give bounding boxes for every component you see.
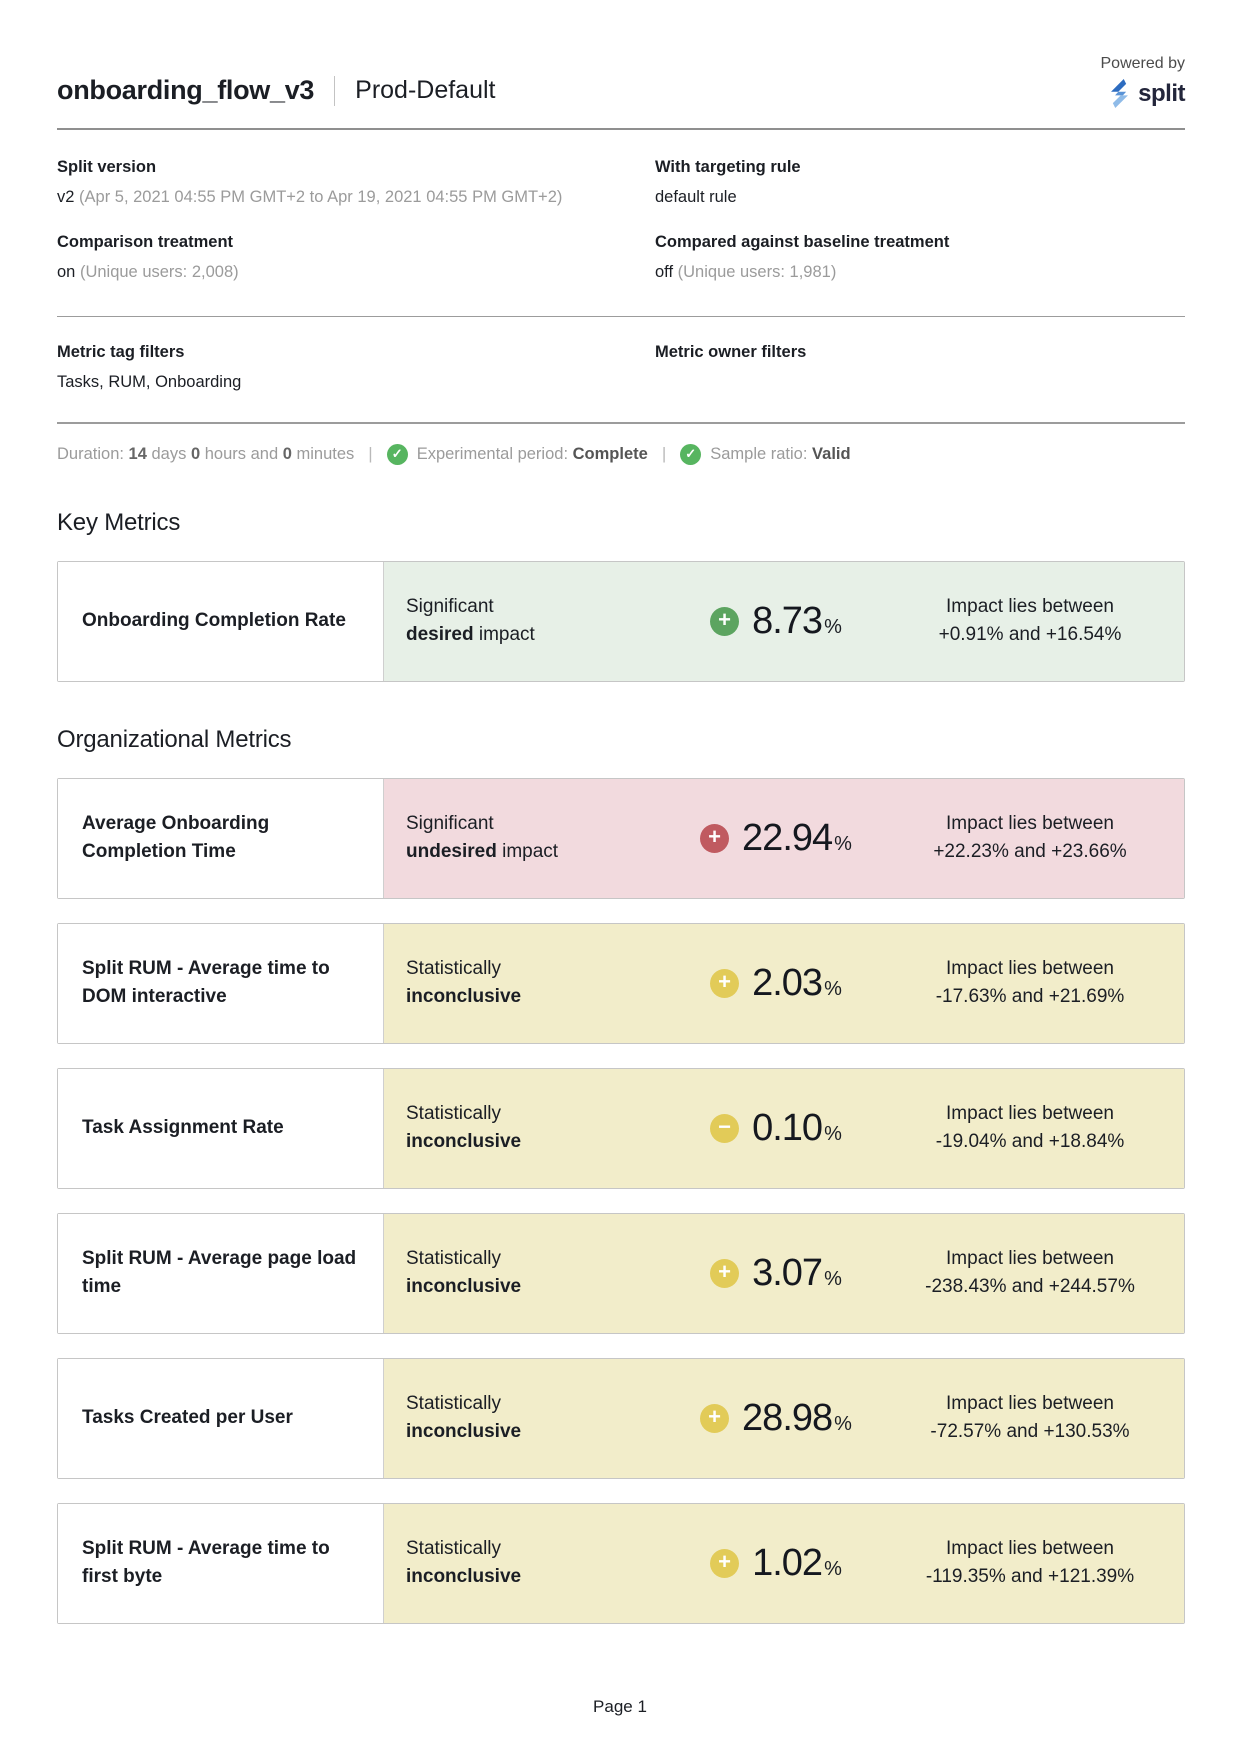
impact-value: − 0.10 %	[650, 1107, 902, 1150]
metric-card	[57, 1503, 1185, 1624]
baseline-treatment-value: off (Unique users: 1,981)	[655, 262, 837, 281]
metric-name: Split RUM - Average time to DOM interactive	[58, 924, 384, 1043]
impact-range: Impact lies between -19.04% and +18.84%	[935, 1102, 1125, 1152]
key-metrics-heading: Key Metrics	[57, 508, 181, 536]
split-version-label: Split version	[57, 157, 157, 176]
status-separator: |	[368, 444, 373, 463]
impact-value: + 1.02 %	[650, 1542, 902, 1585]
impact-range: Impact lies between +0.91% and +16.54%	[938, 595, 1122, 645]
impact-range: Impact lies between -238.43% and +244.57%	[925, 1247, 1135, 1297]
powered-by-label: Powered by	[1100, 55, 1185, 72]
significance-text: Statistically inconclusive	[406, 1102, 522, 1152]
impact-sign-icon: +	[710, 1549, 739, 1578]
comparison-treatment-value: on (Unique users: 2,008)	[57, 262, 239, 281]
duration-text: Duration: 14 days 0 hours and 0 minutes	[57, 444, 355, 463]
impact-sign-icon: +	[710, 969, 739, 998]
impact-range: Impact lies between -119.35% and +121.39%	[925, 1537, 1135, 1587]
filters-section	[57, 317, 1185, 392]
significance-text: Statistically inconclusive	[406, 1537, 522, 1587]
impact-value: + 28.98 %	[650, 1397, 902, 1440]
impact-sign-icon: +	[710, 1259, 739, 1288]
impact-value: + 8.73 %	[650, 600, 902, 643]
key-metrics-list	[57, 561, 1185, 682]
metric-name: Split RUM - Average page load time	[58, 1214, 384, 1333]
filters-divider	[57, 422, 1185, 424]
experimental-period-text: Experimental period: Complete	[416, 444, 648, 463]
impact-range: Impact lies between -72.57% and +130.53%	[930, 1392, 1130, 1442]
report-header	[57, 55, 1185, 108]
check-circle-icon: ✓	[387, 444, 408, 465]
status-bar	[57, 444, 1185, 465]
impact-range: Impact lies between +22.23% and +23.66%	[933, 812, 1127, 862]
metric-card	[57, 1213, 1185, 1334]
impact-value: + 22.94 %	[650, 817, 902, 860]
significance-text: Statistically inconclusive	[406, 957, 522, 1007]
metric-card	[57, 923, 1185, 1044]
significance-text: Statistically inconclusive	[406, 1247, 522, 1297]
comparison-treatment-label: Comparison treatment	[57, 232, 234, 251]
metric-name: Split RUM - Average time to first byte	[58, 1504, 384, 1623]
brand-wordmark: split	[1138, 79, 1185, 107]
organizational-metrics-list	[57, 778, 1185, 1624]
environment-name: Prod-Default	[355, 76, 496, 104]
status-separator: |	[661, 444, 667, 463]
split-logo-icon	[1107, 79, 1132, 108]
impact-value: + 2.03 %	[650, 962, 902, 1005]
targeting-rule-label: With targeting rule	[655, 157, 801, 176]
impact-sign-icon: −	[710, 1114, 739, 1143]
metric-card	[57, 778, 1185, 899]
metric-card	[57, 561, 1185, 682]
metric-card	[57, 1358, 1185, 1479]
significance-text: Significant undesired impact	[406, 812, 559, 862]
impact-sign-icon: +	[700, 1404, 729, 1433]
title-divider	[334, 76, 335, 106]
metric-tag-filters-label: Metric tag filters	[57, 343, 185, 361]
page-title: onboarding_flow_v3	[57, 75, 315, 105]
significance-text: Significant desired impact	[406, 595, 535, 645]
check-circle-icon: ✓	[680, 444, 701, 465]
impact-value: + 3.07 %	[650, 1252, 902, 1295]
impact-sign-icon: +	[710, 607, 739, 636]
metric-name: Average Onboarding Completion Time	[58, 779, 384, 898]
metric-name: Tasks Created per User	[58, 1359, 384, 1478]
page-number: Page 1	[593, 1697, 647, 1716]
sample-ratio-text: Sample ratio: Valid	[710, 444, 851, 463]
baseline-treatment-label: Compared against baseline treatment	[655, 232, 950, 251]
metric-name: Task Assignment Rate	[58, 1069, 384, 1188]
targeting-rule-value: default rule	[655, 187, 737, 206]
impact-sign-icon: +	[700, 824, 729, 853]
impact-range: Impact lies between -17.63% and +21.69%	[935, 957, 1125, 1007]
significance-text: Statistically inconclusive	[406, 1392, 522, 1442]
split-version-value: v2 (Apr 5, 2021 04:55 PM GMT+2 to Apr 19, 2021 04:55 PM GMT+2)	[57, 187, 563, 206]
metric-name: Onboarding Completion Rate	[58, 562, 384, 681]
metric-owner-filters-label: Metric owner filters	[655, 343, 807, 361]
metric-tag-filters-value: Tasks, RUM, Onboarding	[57, 373, 242, 391]
metric-card	[57, 1068, 1185, 1189]
meta-section	[57, 130, 1185, 282]
organizational-metrics-heading: Organizational Metrics	[57, 725, 292, 753]
